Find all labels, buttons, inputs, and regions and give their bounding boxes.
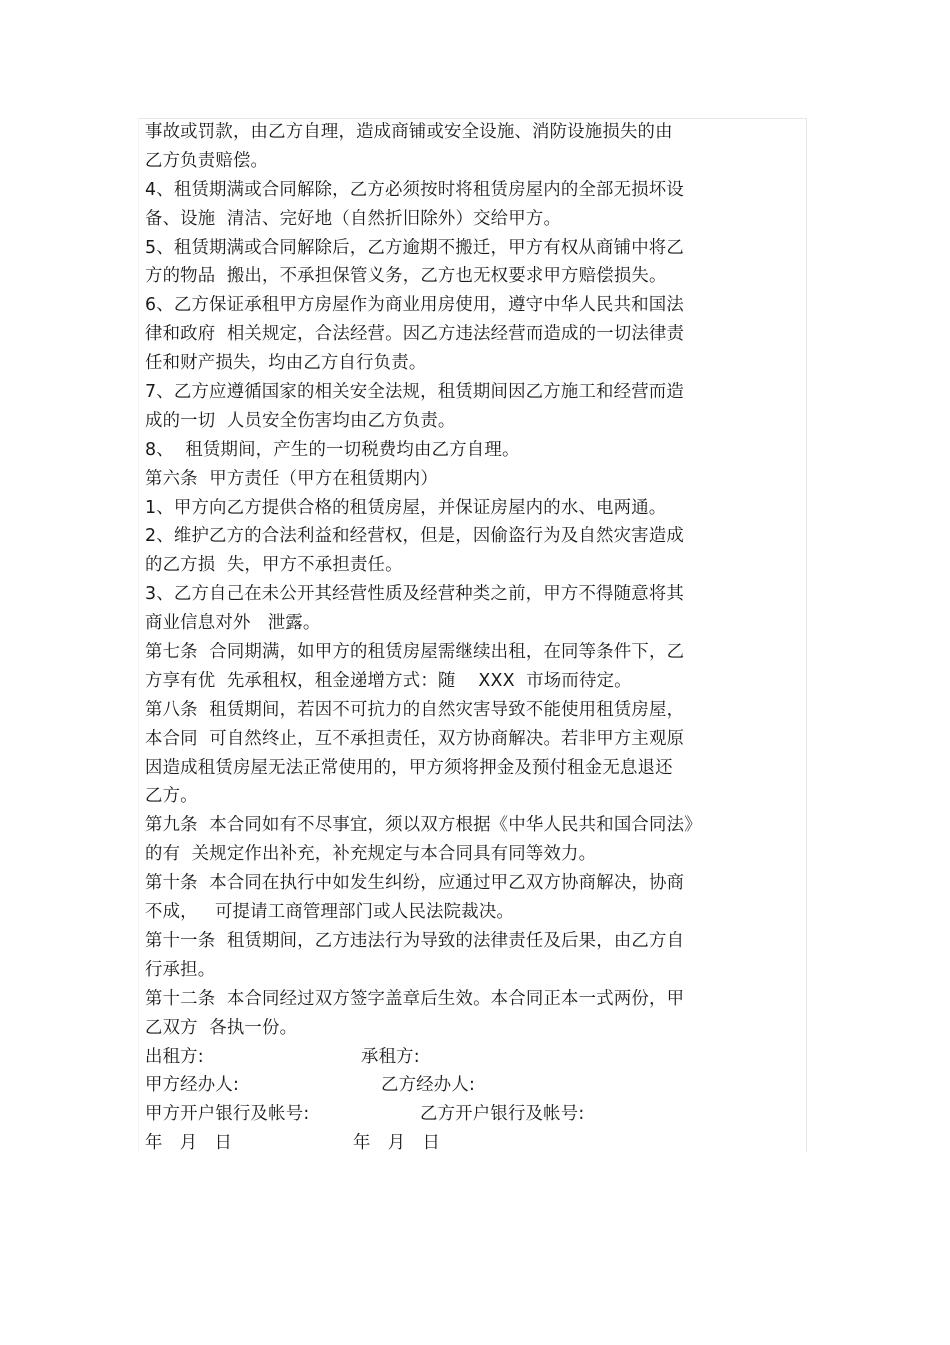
signature-row-date (145, 1129, 765, 1158)
contract-text (145, 118, 765, 1043)
text-line: 第八条 租赁期间，若因不可抗力的自然灾害导致不能使用租赁房屋， (145, 699, 685, 720)
text-line: 第七条 合同期满，如甲方的租赁房屋需继续出租，在同等条件下，乙 (145, 642, 685, 663)
text-line: 第九条 本合同如有不尽事宜，须以双方根据《中华人民共和国合同法》 (145, 815, 702, 836)
document-body (145, 118, 765, 1158)
party-a-bank-label: 甲方开户银行及帐号: (145, 1104, 310, 1125)
text-line: 7、乙方应遵循国家的相关安全法规，租赁期间因乙方施工和经营而造 (145, 382, 684, 403)
signature-row-parties (145, 1043, 765, 1072)
party-a-agent-label: 甲方经办人: (145, 1075, 240, 1096)
text-line: 1、甲方向乙方提供合格的租赁房屋，并保证房屋内的水、电两通。 (145, 497, 667, 518)
text-line: 第十一条 租赁期间，乙方违法行为导致的法律责任及后果，由乙方自 (145, 930, 685, 951)
text-line: 的有 关规定作出补充，补充规定与本合同具有同等效力。 (145, 844, 597, 865)
text-line: 律和政府 相关规定，合法经营。因乙方违法经营而造成的一切法律责 (145, 324, 685, 345)
signature-row-bank (145, 1100, 765, 1129)
text-line: 乙双方 各执一份。 (145, 1017, 298, 1038)
text-line: 备、设施 清洁、完好地（自然折旧除外）交给甲方。 (145, 208, 562, 229)
text-line: 方享有优 先承租权，租金递增方式：随 XXX 市场而待定。 (145, 670, 632, 691)
text-line: 第十二条 本合同经过双方签字盖章后生效。本合同正本一式两份，甲 (145, 988, 685, 1009)
text-line: 乙方负责赔偿。 (145, 150, 269, 171)
text-line: 5、租赁期满或合同解除后，乙方逾期不搬迁，甲方有权从商铺中将乙 (145, 237, 684, 258)
text-line: 因造成租赁房屋无法正常使用的，甲方须将押金及预付租金无息退还 (145, 757, 673, 778)
party-b-bank-label: 乙方开户银行及帐号: (420, 1104, 585, 1125)
text-line: 不成， 可提请工商管理部门或人民法院裁决。 (145, 902, 514, 923)
party-a-date: 年 月 日 (145, 1133, 233, 1154)
text-line: 行承担。 (145, 959, 216, 980)
signature-row-agents (145, 1071, 765, 1100)
text-line: 乙方。 (145, 786, 198, 807)
party-b-agent-label: 乙方经办人: (381, 1075, 476, 1096)
text-line: 8、 租赁期间，产生的一切税费均由乙方自理。 (145, 439, 520, 460)
text-line: 第十条 本合同在执行中如发生纠纷，应通过甲乙双方协商解决，协商 (145, 873, 685, 894)
party-b-date: 年 月 日 (353, 1133, 441, 1154)
lessee-label: 承租方: (361, 1046, 420, 1067)
text-line: 3、乙方自己在未公开其经营性质及经营种类之前，甲方不得随意将其 (145, 584, 684, 605)
text-line: 的乙方损 失，甲方不承担责任。 (145, 555, 403, 576)
lessor-label: 出租方: (145, 1046, 204, 1067)
text-line: 4、租赁期满或合同解除，乙方必须按时将租赁房屋内的全部无损坏设 (145, 179, 684, 200)
text-line: 商业信息对外 泄露。 (145, 613, 321, 634)
text-line: 事故或罚款，由乙方自理，造成商铺或安全设施、消防设施损失的由 (145, 122, 673, 142)
text-line: 任和财产损失，均由乙方自行负责。 (145, 353, 427, 374)
text-line: 方的物品 搬出，不承担保管义务，乙方也无权要求甲方赔偿损失。 (145, 266, 667, 287)
text-line: 第六条 甲方责任（甲方在租赁期内） (145, 468, 438, 489)
text-line: 6、乙方保证承租甲方房屋作为商业用房使用，遵守中华人民共和国法 (145, 295, 684, 316)
text-line: 本合同 可自然终止，互不承担责任，双方协商解决。若非甲方主观原 (145, 728, 685, 749)
signature-block (145, 1043, 765, 1159)
text-line: 成的一切 人员安全伤害均由乙方负责。 (145, 410, 456, 431)
text-line: 2、维护乙方的合法利益和经营权，但是，因偷盗行为及自然灾害造成 (145, 526, 684, 547)
